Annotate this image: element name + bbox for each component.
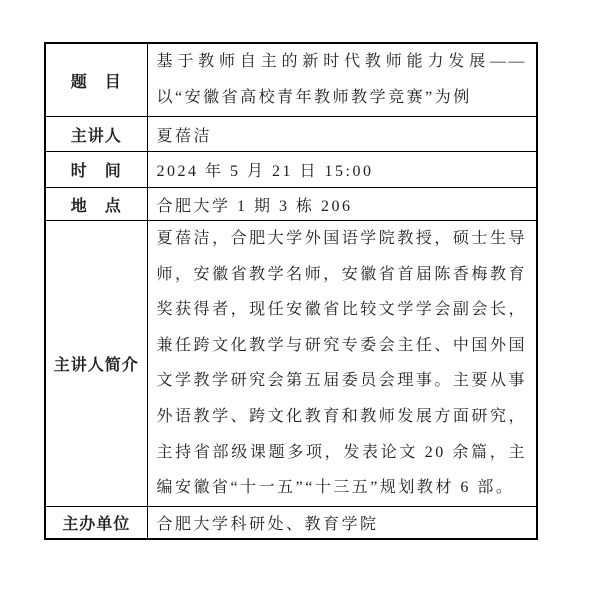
row-label-organizer: 主办单位: [45, 506, 147, 539]
row-label-location: 地 点: [45, 188, 147, 221]
table-row-speaker: [45, 117, 537, 152]
row-content-speaker: 夏蓓洁: [147, 117, 537, 152]
table-row-organizer: [45, 506, 537, 539]
lecture-info-table: [44, 42, 538, 540]
table-row-title: [45, 43, 537, 117]
table-row-time: [45, 152, 537, 188]
row-label-time: 时 间: [45, 152, 147, 188]
table-row-location: [45, 188, 537, 221]
row-content-organizer: 合肥大学科研处、教育学院: [147, 506, 537, 539]
row-content-time: 2024 年 5 月 21 日 15:00: [147, 152, 537, 188]
row-content-location: 合肥大学 1 期 3 栋 206: [147, 188, 537, 221]
row-content-bio: 夏蓓洁，合肥大学外国语学院教授，硕士生导师，安徽省教学名师，安徽省首届陈香梅教育奖获得者，现任安徽省比较文学学会副会长，兼任跨文化教学与研究专委会主任、中国外国文学教学研究会第五届委员会理事。主要从事外语教学、跨文化教育和教师发展方面研究，主持省部级课题多项，发表论文 20 余篇，主编安徽省“十一五”“十三五”规划教材 6 部。: [147, 221, 537, 507]
row-label-speaker: 主讲人: [45, 117, 147, 152]
row-label-title: 题 目: [45, 43, 147, 117]
table-row-bio: [45, 221, 537, 507]
row-label-bio: 主讲人简介: [45, 221, 147, 507]
row-content-title: 基于教师自主的新时代教师能力发展——以“安徽省高校青年教师教学竞赛”为例: [147, 43, 537, 117]
